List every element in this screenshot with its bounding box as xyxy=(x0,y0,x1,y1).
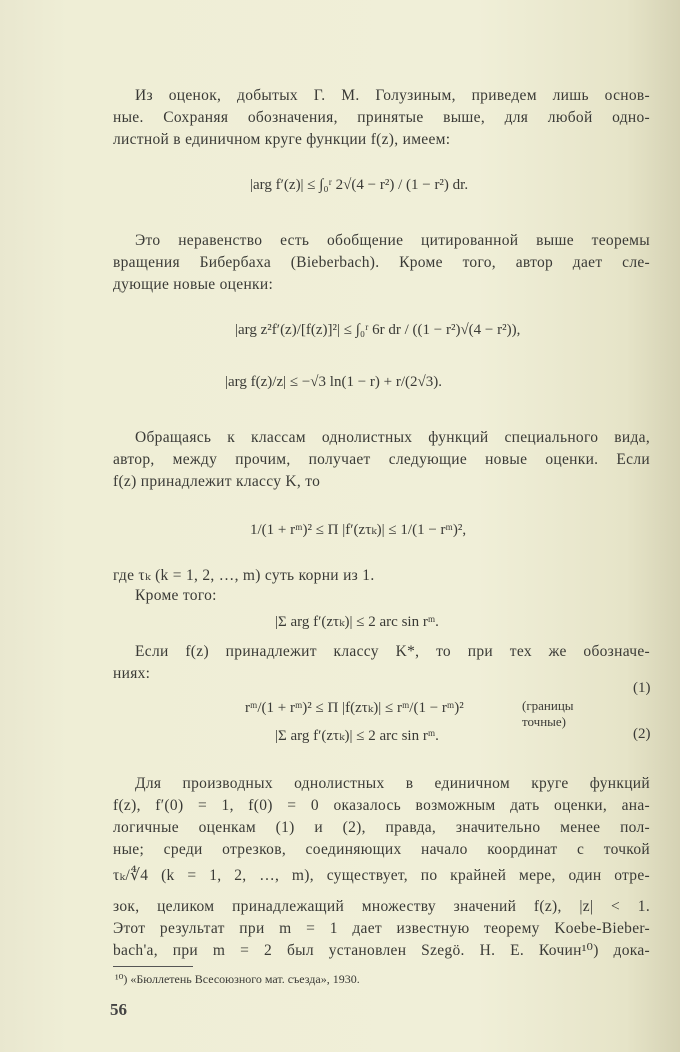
text-line: дующие новые оценки: xyxy=(113,276,274,293)
footnote: ¹⁰) «Бюллетень Всесоюзного мат. съезда», 1930. xyxy=(115,972,360,986)
text-line: зок, целиком принадлежащий множеству значений f(z), |z| < 1. xyxy=(113,898,650,915)
text-line: bach'a, при m = 2 был установлен Szegö. Н. Е. Кочин¹⁰) дока- xyxy=(113,942,650,959)
formula-3: |arg f(z)/z| ≤ −√3 ln(1 − r) + r/(2√3). xyxy=(225,374,442,390)
formula-4: 1/(1 + rᵐ)² ≤ Π |f′(zτₖ)| ≤ 1/(1 − rᵐ)², xyxy=(250,522,467,538)
footnote-divider xyxy=(113,966,193,967)
formula-6: rᵐ/(1 + rᵐ)² ≤ Π |f(zτₖ)| ≤ rᵐ/(1 − rᵐ)² xyxy=(245,700,464,716)
text-line: Этот результат при m = 1 дает известную теорему Koebe-Bieber- xyxy=(113,920,650,937)
text-line: f(z) принадлежит классу K, то xyxy=(113,473,321,490)
text-line: листной в единичном круге функции f(z), имеем: xyxy=(113,131,451,148)
text-line: автор, между прочим, получает следующие новые оценки. Если xyxy=(113,451,650,468)
formula-1: |arg f′(z)| ≤ ∫₀ʳ 2√(4 − r²) / (1 − r²) dr. xyxy=(250,177,469,193)
equation-number-2: (2) xyxy=(633,726,651,742)
formula-7: |Σ arg f′(zτₖ)| ≤ 2 arc sin rᵐ. xyxy=(275,728,439,744)
page-number: 56 xyxy=(110,1000,127,1019)
text-line: логичные оценкам (1) и (2), правда, значительно менее пол- xyxy=(113,819,650,836)
formula-5: |Σ arg f′(zτₖ)| ≤ 2 arc sin rᵐ. xyxy=(275,614,439,630)
text-line: ниях: xyxy=(113,665,151,682)
text-line: Кроме того: xyxy=(135,587,217,604)
text-line: где τₖ (k = 1, 2, …, m) суть корни из 1. xyxy=(113,567,375,584)
formula-2: |arg z²f′(z)/[f(z)]²| ≤ ∫₀ʳ 6r dr / ((1 − r²)√(4 − r²)), xyxy=(235,322,521,338)
formula-6-note: (границы точные) xyxy=(522,698,574,729)
text-line: Если f(z) принадлежит классу K*, то при тех же обозначе- xyxy=(135,643,650,660)
text-line: τₖ/∜4 (k = 1, 2, …, m), существует, по крайней мере, один отре- xyxy=(113,867,650,884)
text-line: f(z), f′(0) = 1, f(0) = 0 оказалось возможным дать оценки, ана- xyxy=(113,797,650,814)
text-line: ные; среди отрезков, соединяющих начало координат с точкой xyxy=(113,841,650,858)
text-line: Обращаясь к классам однолистных функций специального вида, xyxy=(135,429,650,446)
text-line: Это неравенство есть обобщение цитированной выше теоремы xyxy=(135,232,650,249)
text-line: Из оценок, добытых Г. М. Голузиным, приведем лишь основ- xyxy=(135,87,650,104)
text-line: ные. Сохраняя обозначения, принятые выше, для любой одно- xyxy=(113,109,650,126)
equation-number-1: (1) xyxy=(633,680,651,696)
text-line: Для производных однолистных в единичном круге функций xyxy=(135,775,650,792)
text-line: вращения Бибербаха (Bieberbach). Кроме того, автор дает сле- xyxy=(113,254,650,271)
